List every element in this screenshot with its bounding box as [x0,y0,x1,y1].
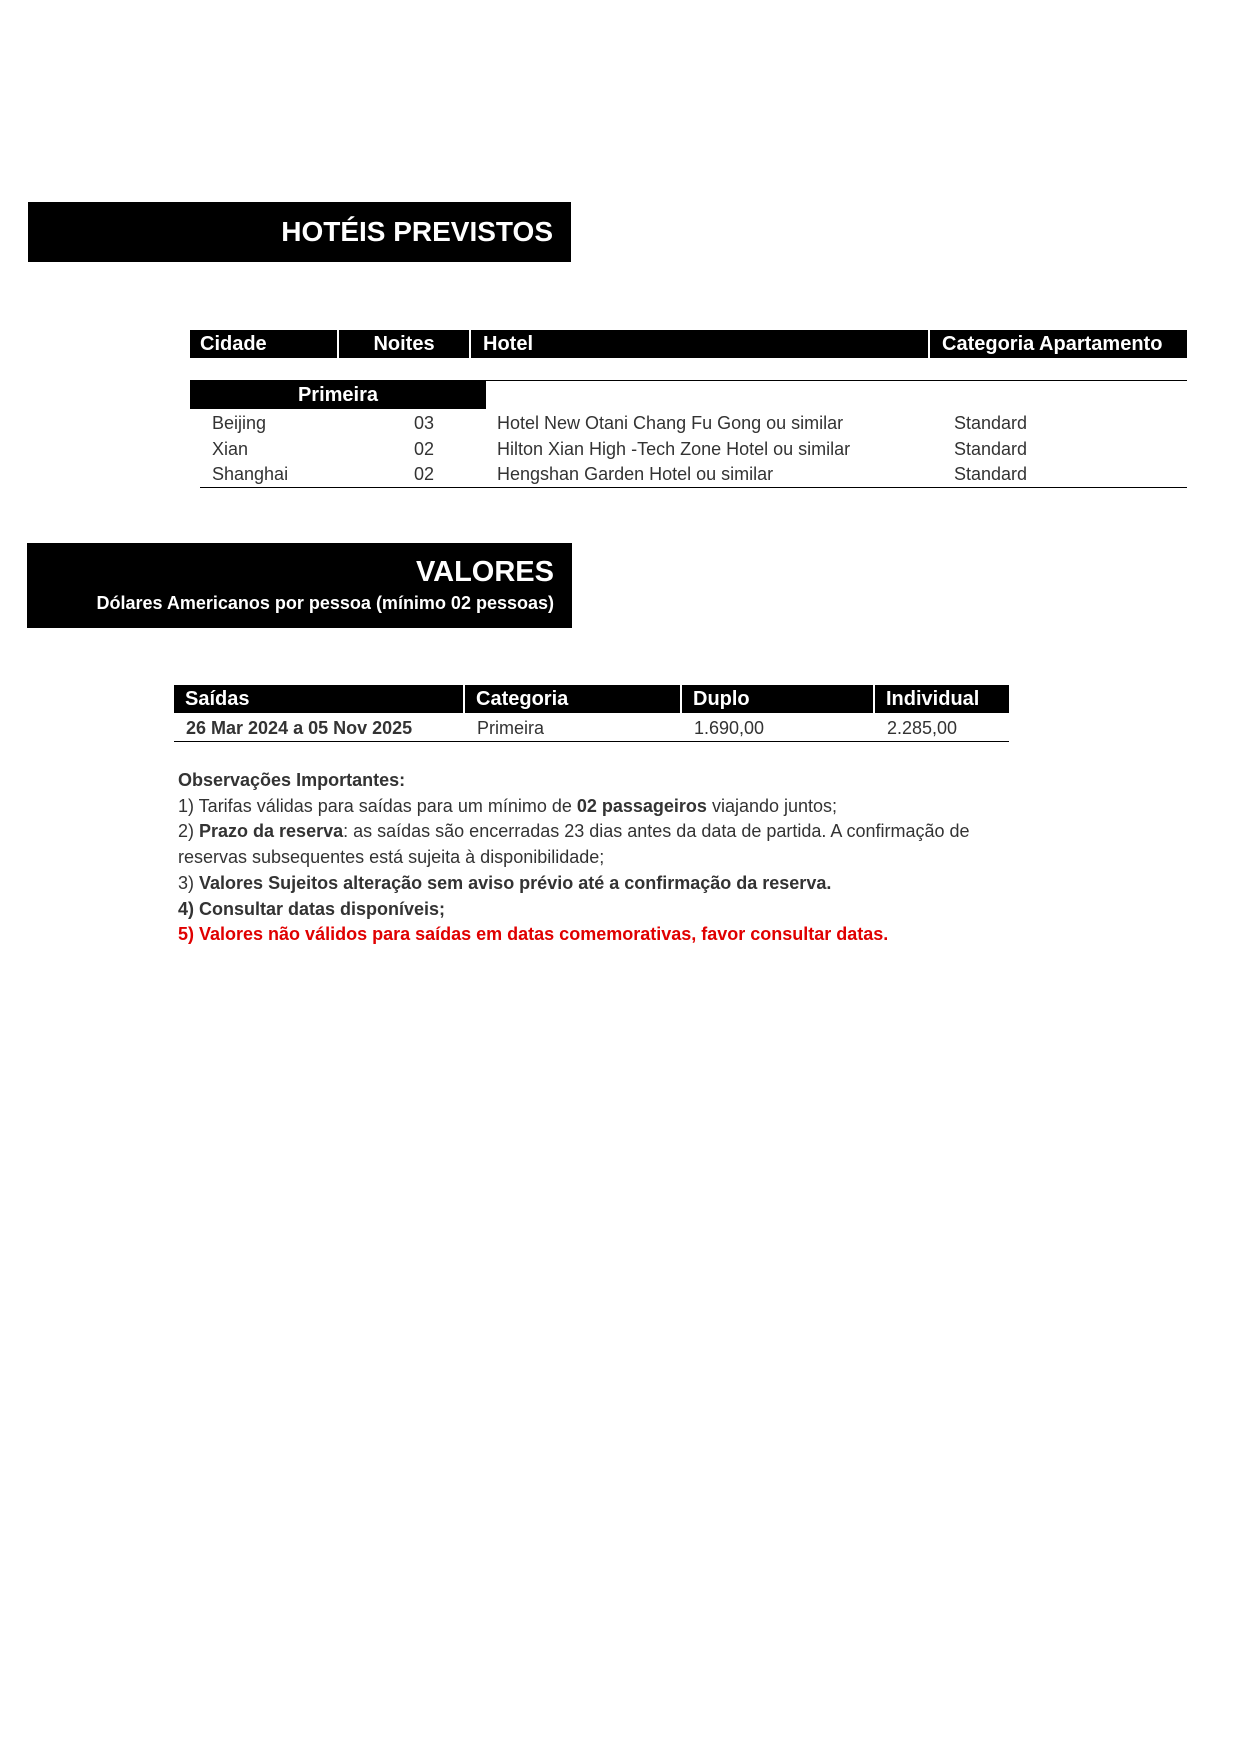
hotels-header-hotel: Hotel [471,330,928,358]
observation-item: 4) Consultar datas disponíveis; [178,898,446,919]
hotel-row-nights: 02 [414,439,435,459]
observation-item: 2) Prazo da reserva: as saídas são encerradas 23 dias antes da data de partida. A confirmação de reservas subsequentes está sujeita à disponibilidade; [178,821,970,868]
hotel-row-nights: 03 [414,413,435,433]
hotel-row-city: Xian [212,439,249,459]
values-header-double: Duplo [682,685,873,713]
hotels-table-bottom-line [200,487,1187,488]
hotel-row-category: Standard [954,464,1028,484]
values-section-subtitle: Dólares Americanos por pessoa (mínimo 02 pessoas) [96,593,554,613]
values-header-category: Categoria [465,685,680,713]
values-row-departures: 26 Mar 2024 a 05 Nov 2025 [186,718,413,738]
observations-block [178,768,1018,948]
hotel-row-city: Shanghai [212,464,289,484]
hotels-group-label: Primeira [190,381,486,409]
observation-item-warning: 5) Valores não válidos para saídas em datas comemorativas, favor consultar datas. [178,924,889,945]
values-section-banner [27,543,572,628]
hotel-row-nights: 02 [414,464,435,484]
hotels-header-city: Cidade [190,330,337,358]
hotels-header-category: Categoria Apartamento [930,330,1187,358]
hotel-row-category: Standard [954,413,1028,433]
hotel-row-hotel: Hilton Xian High -Tech Zone Hotel ou similar [497,439,851,459]
observation-item: 3) Valores Sujeitos alteração sem aviso prévio até a confirmação da reserva. [178,872,832,893]
hotels-section-title: HOTÉIS PREVISTOS [281,216,553,247]
values-header-single: Individual [875,685,1009,713]
hotels-section-banner [28,202,571,262]
values-row-double: 1.690,00 [694,718,765,738]
hotel-row-city: Beijing [212,413,267,433]
observation-item: 1) Tarifas válidas para saídas para um mínimo de 02 passageiros viajando juntos; [178,795,838,816]
hotel-row-hotel: Hengshan Garden Hotel ou similar [497,464,774,484]
values-section-title: VALORES [415,556,554,588]
values-table-bottom-line [174,741,1009,742]
observations-title: Observações Importantes: [178,770,406,790]
hotel-row-category: Standard [954,439,1028,459]
hotel-row-hotel: Hotel New Otani Chang Fu Gong ou similar [497,413,844,433]
hotels-header-nights: Noites [339,330,469,358]
values-header-departures: Saídas [174,685,463,713]
values-row-category: Primeira [477,718,545,738]
values-row-single: 2.285,00 [887,718,958,738]
